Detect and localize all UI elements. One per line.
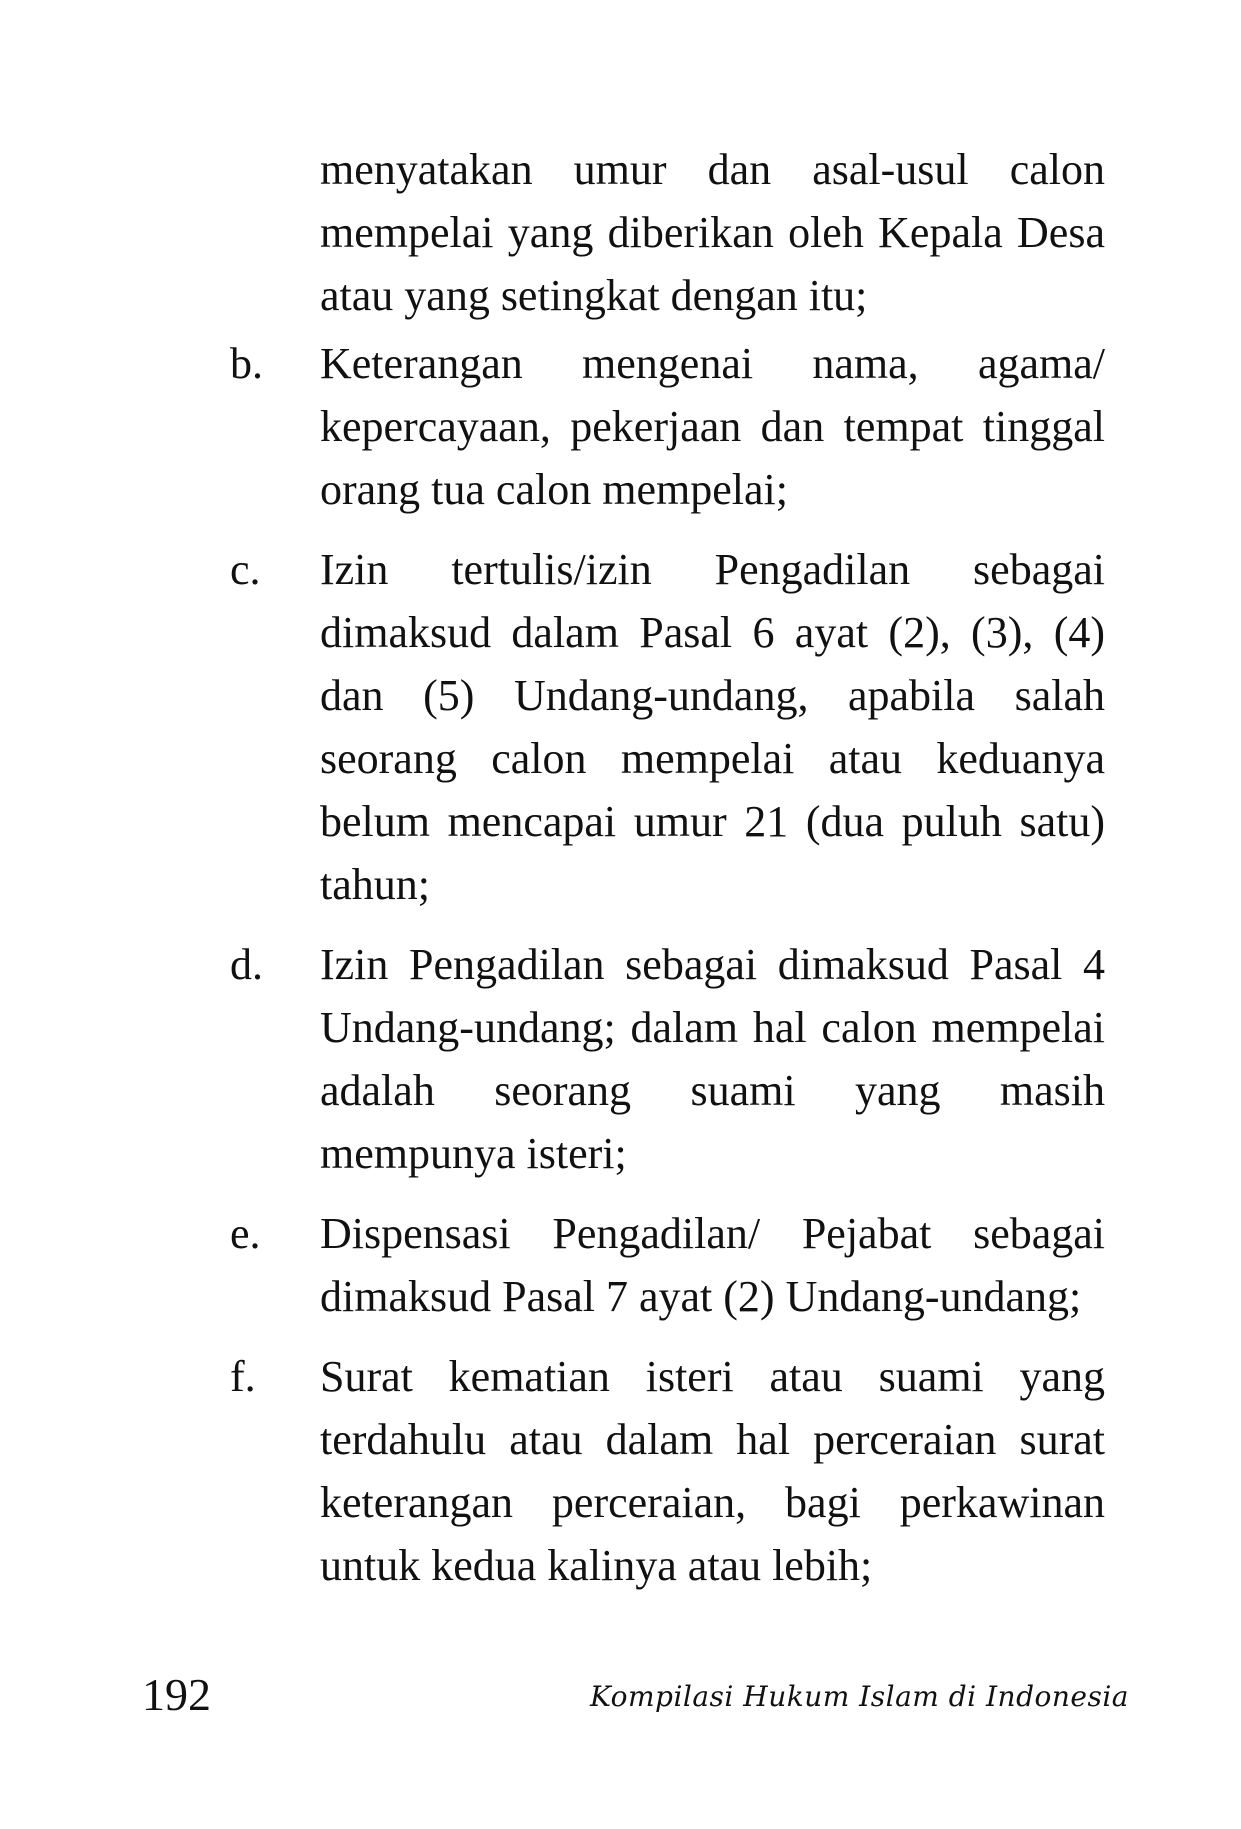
list-item-f bbox=[230, 1345, 1105, 1597]
continuation-text: menyatakan umur dan asal-usul calon mempelai yang diberikan oleh Kepala Desa atau yang setingkat dengan itu; bbox=[320, 145, 1105, 320]
page-number: 192 bbox=[142, 1669, 211, 1720]
running-footer-title: Kompilasi Hukum Islam di Indonesia bbox=[589, 1680, 1129, 1713]
list-item-e bbox=[230, 1202, 1105, 1328]
requirements-list bbox=[230, 332, 1105, 1614]
list-marker: c. bbox=[230, 545, 261, 594]
list-item-text: Izin Pengadilan sebagai dimaksud Pasal 4 Undang-undang; dalam hal calon mempelai adalah seorang suami yang masih mempunya isteri; bbox=[320, 940, 1105, 1178]
list-item-text: Surat kematian isteri atau suami yang terdahulu atau dalam hal perceraian surat keterangan perceraian, bagi perkawinan untuk kedua kalinya atau lebih; bbox=[320, 1352, 1105, 1590]
list-marker: f. bbox=[230, 1352, 256, 1401]
list-marker: b. bbox=[230, 339, 263, 388]
list-item-d bbox=[230, 933, 1105, 1185]
list-item-text: Keterangan mengenai nama, agama/ kepercayaan, pekerjaan dan tempat tinggal orang tua calon mempelai; bbox=[320, 339, 1105, 514]
continuation-paragraph bbox=[320, 138, 1105, 327]
list-item-c bbox=[230, 538, 1105, 916]
list-item-b bbox=[230, 332, 1105, 521]
list-marker: e. bbox=[230, 1209, 261, 1258]
list-marker: d. bbox=[230, 940, 263, 989]
list-item-text: Izin tertulis/izin Pengadilan sebagai dimaksud dalam Pasal 6 ayat (2), (3), (4) dan (5) Undang-undang, apabila salah seorang calon mempelai atau keduanya belum mencapai umur 21 (dua puluh satu) tahun; bbox=[320, 545, 1105, 909]
list-item-text: Dispensasi Pengadilan/ Pejabat sebagai dimaksud Pasal 7 ayat (2) Undang-undang; bbox=[320, 1209, 1105, 1321]
